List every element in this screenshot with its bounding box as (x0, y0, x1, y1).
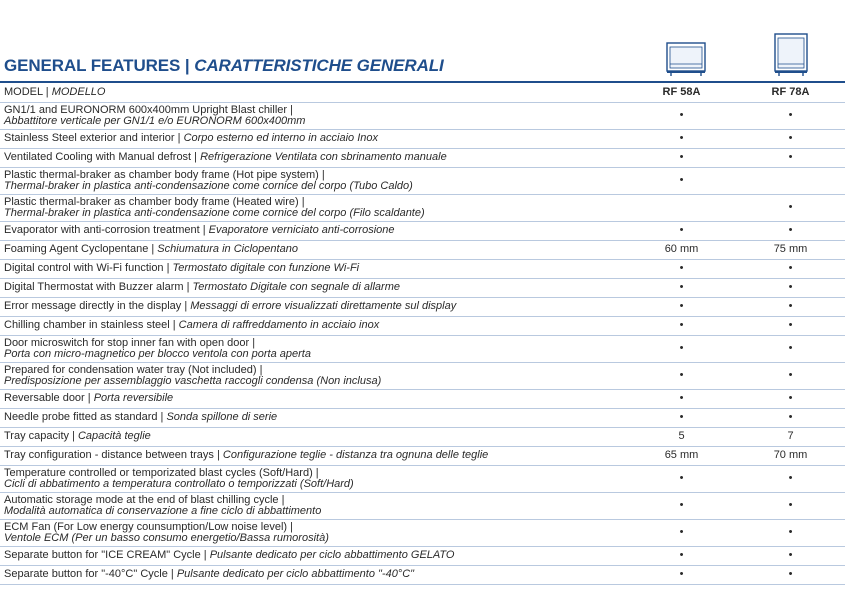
feature-it: Camera di raffreddamento in acciaio inox (178, 319, 380, 331)
feature-it-2: Ventole ECM (Per un basso consumo energetio/Bassa rumorosità) (4, 531, 329, 544)
table-row (0, 389, 845, 408)
feature-cell (0, 297, 627, 316)
rf58a-value: • (627, 335, 736, 362)
rf78a-value: • (736, 492, 845, 519)
feature-it: Termostato Digitale con segnale di allarme (192, 281, 400, 293)
rf78a-value: • (736, 546, 845, 565)
feature-it: Messaggi di errore visualizzati direttamente sul display (190, 300, 457, 312)
feature-en: Separate button for "-40°C" Cycle | (4, 568, 177, 580)
feature-en: Needle probe fitted as standard | (4, 411, 167, 423)
table-row (0, 408, 845, 427)
feature-cell (0, 565, 627, 584)
rf78a-value: • (736, 102, 845, 129)
feature-en: Separate button for "ICE CREAM" Cycle | (4, 549, 210, 561)
feature-it-2: Abbattitore verticale per GN1/1 e/o EURONORM 600x400mm (4, 114, 306, 127)
model-rf78a: RF 78A (736, 84, 845, 102)
feature-en: Chilling chamber in stainless steel | (4, 319, 179, 331)
feature-it-2: Modalità automatica di conservazione a fine ciclo di abbattimento (4, 504, 322, 517)
feature-it: Termostato digitale con funzione Wi-Fi (172, 262, 360, 274)
table-row (0, 221, 845, 240)
rf78a-value: • (736, 335, 845, 362)
table-row (0, 427, 845, 446)
rf58a-value: • (627, 362, 736, 389)
rf58a-value (627, 194, 736, 221)
table-row (0, 465, 845, 492)
feature-it: Capacità teglie (77, 430, 151, 442)
rf58a-value: • (627, 278, 736, 297)
features-table (0, 84, 845, 585)
rf78a-value: • (736, 297, 845, 316)
feature-cell (0, 240, 627, 259)
rf78a-value: • (736, 259, 845, 278)
rf78a-value: • (736, 389, 845, 408)
model-label (0, 84, 627, 102)
feature-cell (0, 546, 627, 565)
feature-cell (0, 102, 627, 129)
feature-en: Stainless Steel exterior and interior | (4, 132, 184, 144)
feature-en: Automatic storage mode at the end of blast chilling cycle | (4, 493, 285, 506)
rf78a-value (736, 167, 845, 194)
feature-cell (0, 148, 627, 167)
rf58a-value: • (627, 519, 736, 546)
feature-it: Configurazione teglie - distanza tra ognuna delle teglie (222, 449, 489, 461)
feature-cell (0, 129, 627, 148)
feature-en: Reversable door | (4, 392, 94, 404)
feature-cell (0, 446, 627, 465)
feature-cell (0, 259, 627, 278)
rf58a-value: • (627, 129, 736, 148)
feature-it: Evaporatore verniciato anti-corrosione (208, 224, 395, 236)
table-row (0, 297, 845, 316)
rf78a-value: • (736, 278, 845, 297)
table-row (0, 492, 845, 519)
feature-cell (0, 519, 627, 546)
rf58a-value: • (627, 102, 736, 129)
rf58a-value: • (627, 148, 736, 167)
feature-it-2: Thermal-braker in plastica anti-condensazione come cornice del corpo (Filo scaldante) (4, 206, 425, 219)
feature-en: Evaporator with anti-corrosion treatment | (4, 224, 209, 236)
rf58a-value: • (627, 389, 736, 408)
feature-cell (0, 492, 627, 519)
feature-en: Foaming Agent Cyclopentane | (4, 243, 158, 255)
rf58a-value: • (627, 565, 736, 584)
feature-en: Temperature controlled or temporizated blast cycles (Soft/Hard) | (4, 466, 319, 479)
feature-en: Door microswitch for stop inner fan with open door | (4, 336, 256, 349)
feature-it: Pulsante dedicato per ciclo abbattimento "-40°C" (176, 568, 415, 580)
feature-cell (0, 167, 627, 194)
rf58a-value: 5 (627, 427, 736, 446)
header-rule (0, 81, 845, 83)
feature-it: Refrigerazione Ventilata con sbrinamento manuale (200, 151, 447, 163)
feature-cell (0, 278, 627, 297)
table-row (0, 362, 845, 389)
feature-it-2: Predisposizione per assemblaggio vaschetta raccogli condensa (Non inclusa) (4, 374, 382, 387)
rf78a-value: 7 (736, 427, 845, 446)
blast-chiller-wide-icon (666, 42, 706, 76)
feature-en: Error message directly in the display | (4, 300, 191, 312)
feature-it-2: Porta con micro-magnetico per blocco ventola con porta aperta (4, 347, 311, 360)
rf78a-value: • (736, 148, 845, 167)
feature-it: Porta reversibile (93, 392, 174, 404)
table-header (0, 84, 845, 102)
feature-it: Pulsante dedicato per ciclo abbattimento GELATO (209, 549, 455, 561)
rf78a-value: • (736, 194, 845, 221)
rf78a-value: 75 mm (736, 240, 845, 259)
feature-en: Digital Thermostat with Buzzer alarm | (4, 281, 193, 293)
feature-cell (0, 316, 627, 335)
feature-en: ECM Fan (For Low energy counsumption/Low noise level) | (4, 520, 293, 533)
feature-cell (0, 221, 627, 240)
rf78a-value: • (736, 465, 845, 492)
feature-en: GN1/1 and EURONORM 600x400mm Upright Blast chiller | (4, 103, 293, 116)
feature-it: Schiumatura in Ciclopentano (157, 243, 298, 255)
rf58a-value: • (627, 297, 736, 316)
feature-en: Prepared for condensation water tray (Not included) | (4, 363, 263, 376)
feature-cell (0, 465, 627, 492)
table-row (0, 148, 845, 167)
rf58a-value: 60 mm (627, 240, 736, 259)
rf58a-value: • (627, 465, 736, 492)
table-row (0, 240, 845, 259)
blast-chiller-upright-icon (774, 33, 808, 76)
table-row (0, 194, 845, 221)
feature-cell (0, 389, 627, 408)
rf78a-value: • (736, 221, 845, 240)
table-row (0, 129, 845, 148)
feature-en: Ventilated Cooling with Manual defrost | (4, 151, 201, 163)
rf78a-value: • (736, 519, 845, 546)
feature-en: Digital control with Wi-Fi function | (4, 262, 173, 274)
feature-en: Tray configuration - distance between trays | (4, 449, 223, 461)
rf58a-value: • (627, 316, 736, 335)
table-row (0, 102, 845, 129)
table-row (0, 546, 845, 565)
table-row (0, 519, 845, 546)
rf78a-value: • (736, 408, 845, 427)
rf78a-value: • (736, 316, 845, 335)
feature-en: Plastic thermal-braker as chamber body frame (Heated wire) | (4, 195, 305, 208)
rf78a-value: • (736, 129, 845, 148)
table-row (0, 167, 845, 194)
model-label-it: MODELLO (51, 86, 106, 99)
feature-cell (0, 408, 627, 427)
title-it: CARATTERISTICHE GENERALI (194, 56, 444, 75)
rf78a-value: • (736, 362, 845, 389)
feature-en: Tray capacity | (4, 430, 78, 442)
feature-it: Sonda spillone di serie (166, 411, 278, 423)
rf58a-value: • (627, 492, 736, 519)
feature-it-2: Cicli di abbatimento a temperatura controllato o temporizzati (Soft/Hard) (4, 477, 354, 490)
rf58a-value: • (627, 408, 736, 427)
rf58a-value: • (627, 259, 736, 278)
title-en: GENERAL FEATURES | (4, 56, 195, 75)
feature-cell (0, 335, 627, 362)
rf58a-value: • (627, 167, 736, 194)
feature-en: Plastic thermal-braker as chamber body frame (Hot pipe system) | (4, 168, 325, 181)
table-row (0, 278, 845, 297)
rf78a-value: • (736, 565, 845, 584)
feature-cell (0, 362, 627, 389)
rf58a-value: • (627, 546, 736, 565)
feature-it: Corpo esterno ed interno in acciaio Inox (183, 132, 379, 144)
table-row (0, 565, 845, 584)
page-title (4, 56, 444, 76)
table-row (0, 259, 845, 278)
feature-cell (0, 194, 627, 221)
rf58a-value: • (627, 221, 736, 240)
model-label-en: MODEL | (4, 86, 52, 99)
table-row (0, 316, 845, 335)
feature-cell (0, 427, 627, 446)
model-rf58a: RF 58A (627, 84, 736, 102)
rf58a-value: 65 mm (627, 446, 736, 465)
table-row (0, 446, 845, 465)
table-row (0, 335, 845, 362)
feature-it-2: Thermal-braker in plastica anti-condensazione come cornice del corpo (Tubo Caldo) (4, 179, 413, 192)
rf78a-value: 70 mm (736, 446, 845, 465)
